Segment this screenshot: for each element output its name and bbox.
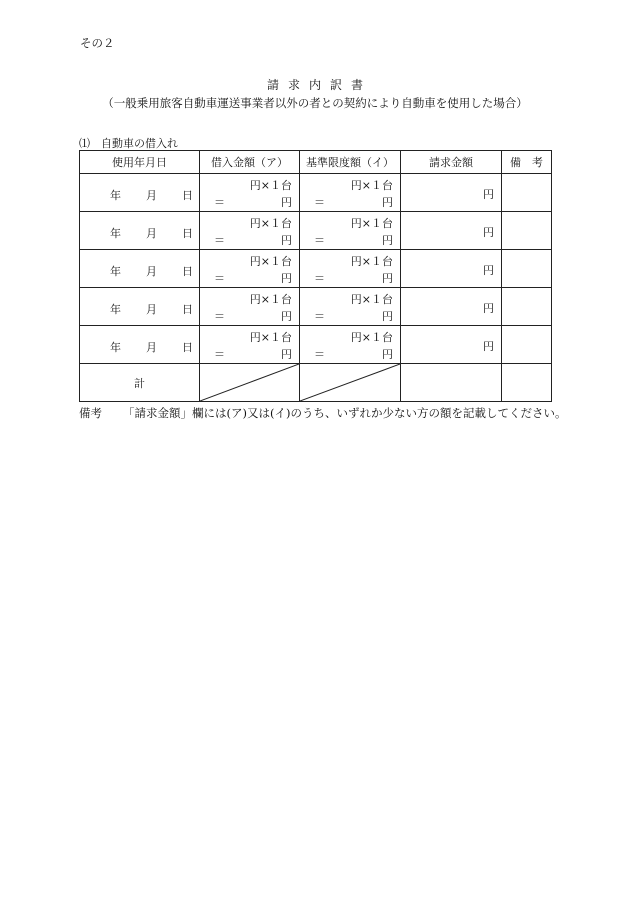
yen-per-car-label: 円×１台 xyxy=(249,217,292,230)
document-subtitle: （一般乗用旅客自動車運送事業者以外の者との契約により自動車を使用した場合） xyxy=(102,96,528,110)
yen-label: 円 xyxy=(382,348,393,361)
year-label: 年 xyxy=(110,303,121,316)
claim-amount-cell[interactable] xyxy=(401,174,502,212)
day-label: 日 xyxy=(182,227,193,240)
equals-sign: ＝ xyxy=(314,234,325,247)
note-text: 「請求金額」欄には(ア)又は(イ)のうち、いずれか少ない方の額を記載してください。 xyxy=(123,406,567,420)
day-label: 日 xyxy=(182,303,193,316)
yen-per-car-label: 円×１台 xyxy=(350,217,393,230)
section-heading xyxy=(79,135,178,151)
yen-label: 円 xyxy=(483,302,494,315)
limit-amount-cell[interactable] xyxy=(300,326,401,364)
yen-label: 円 xyxy=(382,272,393,285)
yen-label: 円 xyxy=(281,272,292,285)
rental-amount-cell[interactable] xyxy=(200,212,300,250)
header-usage-date: 使用年月日 xyxy=(80,151,200,174)
usage-date-cell[interactable] xyxy=(80,250,200,288)
yen-per-car-label: 円×１台 xyxy=(350,255,393,268)
day-label: 日 xyxy=(182,189,193,202)
equals-sign: ＝ xyxy=(314,196,325,209)
equals-sign: ＝ xyxy=(314,272,325,285)
total-rental-diagonal xyxy=(200,364,300,402)
month-label: 月 xyxy=(146,265,157,278)
yen-per-car-label: 円×１台 xyxy=(249,293,292,306)
equals-sign: ＝ xyxy=(214,272,225,285)
month-label: 月 xyxy=(146,189,157,202)
total-limit-diagonal xyxy=(300,364,401,402)
year-label: 年 xyxy=(110,265,121,278)
yen-per-car-label: 円×１台 xyxy=(249,255,292,268)
day-label: 日 xyxy=(182,341,193,354)
header-limit-amount: 基準限度額（イ） xyxy=(300,151,401,174)
limit-amount-cell[interactable] xyxy=(300,288,401,326)
year-label: 年 xyxy=(110,227,121,240)
usage-date-cell[interactable] xyxy=(80,212,200,250)
total-row xyxy=(80,364,552,402)
yen-label: 円 xyxy=(382,196,393,209)
remarks-cell[interactable] xyxy=(502,288,552,326)
yen-label: 円 xyxy=(483,226,494,239)
yen-label: 円 xyxy=(483,264,494,277)
header-remarks: 備 考 xyxy=(502,151,552,174)
equals-sign: ＝ xyxy=(214,348,225,361)
equals-sign: ＝ xyxy=(214,234,225,247)
yen-label: 円 xyxy=(281,310,292,323)
section-number: ⑴ xyxy=(79,137,90,150)
usage-date-cell[interactable] xyxy=(80,288,200,326)
claim-amount-cell[interactable] xyxy=(401,212,502,250)
remarks-cell[interactable] xyxy=(502,250,552,288)
usage-date-cell[interactable] xyxy=(80,326,200,364)
remarks-cell[interactable] xyxy=(502,174,552,212)
claim-amount-cell[interactable] xyxy=(401,288,502,326)
table-row xyxy=(80,250,552,288)
document-title: 請求内訳書 xyxy=(266,78,372,92)
equals-sign: ＝ xyxy=(214,196,225,209)
month-label: 月 xyxy=(146,341,157,354)
equals-sign: ＝ xyxy=(314,310,325,323)
table-row xyxy=(80,288,552,326)
yen-per-car-label: 円×１台 xyxy=(249,179,292,192)
diagonal-line xyxy=(300,364,400,401)
yen-label: 円 xyxy=(281,348,292,361)
rental-amount-cell[interactable] xyxy=(200,250,300,288)
table-row xyxy=(80,212,552,250)
remarks-cell[interactable] xyxy=(502,326,552,364)
limit-amount-cell[interactable] xyxy=(300,174,401,212)
yen-label: 円 xyxy=(281,196,292,209)
header-claim-amount: 請求金額 xyxy=(401,151,502,174)
yen-per-car-label: 円×１台 xyxy=(350,179,393,192)
yen-per-car-label: 円×１台 xyxy=(249,331,292,344)
diagonal-line xyxy=(200,364,299,401)
yen-label: 円 xyxy=(483,188,494,201)
yen-label: 円 xyxy=(382,234,393,247)
limit-amount-cell[interactable] xyxy=(300,212,401,250)
section-label: 自動車の借入れ xyxy=(101,137,178,150)
year-label: 年 xyxy=(110,189,121,202)
rental-amount-cell[interactable] xyxy=(200,174,300,212)
claim-amount-cell[interactable] xyxy=(401,250,502,288)
yen-label: 円 xyxy=(382,310,393,323)
table-row xyxy=(80,174,552,212)
form-number: その２ xyxy=(80,36,115,50)
header-rental-amount: 借入金額（ア） xyxy=(200,151,300,174)
rental-amount-cell[interactable] xyxy=(200,288,300,326)
year-label: 年 xyxy=(110,341,121,354)
note-label: 備考 xyxy=(79,406,102,420)
claim-breakdown-table xyxy=(79,150,552,402)
yen-label: 円 xyxy=(483,340,494,353)
remarks-cell[interactable] xyxy=(502,212,552,250)
total-remarks[interactable] xyxy=(502,364,552,402)
remarks-note xyxy=(79,405,566,421)
limit-amount-cell[interactable] xyxy=(300,250,401,288)
yen-per-car-label: 円×１台 xyxy=(350,331,393,344)
table-header-row xyxy=(80,151,552,174)
day-label: 日 xyxy=(182,265,193,278)
month-label: 月 xyxy=(146,227,157,240)
yen-label: 円 xyxy=(281,234,292,247)
table-row xyxy=(80,326,552,364)
yen-per-car-label: 円×１台 xyxy=(350,293,393,306)
rental-amount-cell[interactable] xyxy=(200,326,300,364)
equals-sign: ＝ xyxy=(214,310,225,323)
claim-amount-cell[interactable] xyxy=(401,326,502,364)
usage-date-cell[interactable] xyxy=(80,174,200,212)
month-label: 月 xyxy=(146,303,157,316)
total-label: 計 xyxy=(80,364,200,402)
total-claim-amount[interactable] xyxy=(401,364,502,402)
equals-sign: ＝ xyxy=(314,348,325,361)
